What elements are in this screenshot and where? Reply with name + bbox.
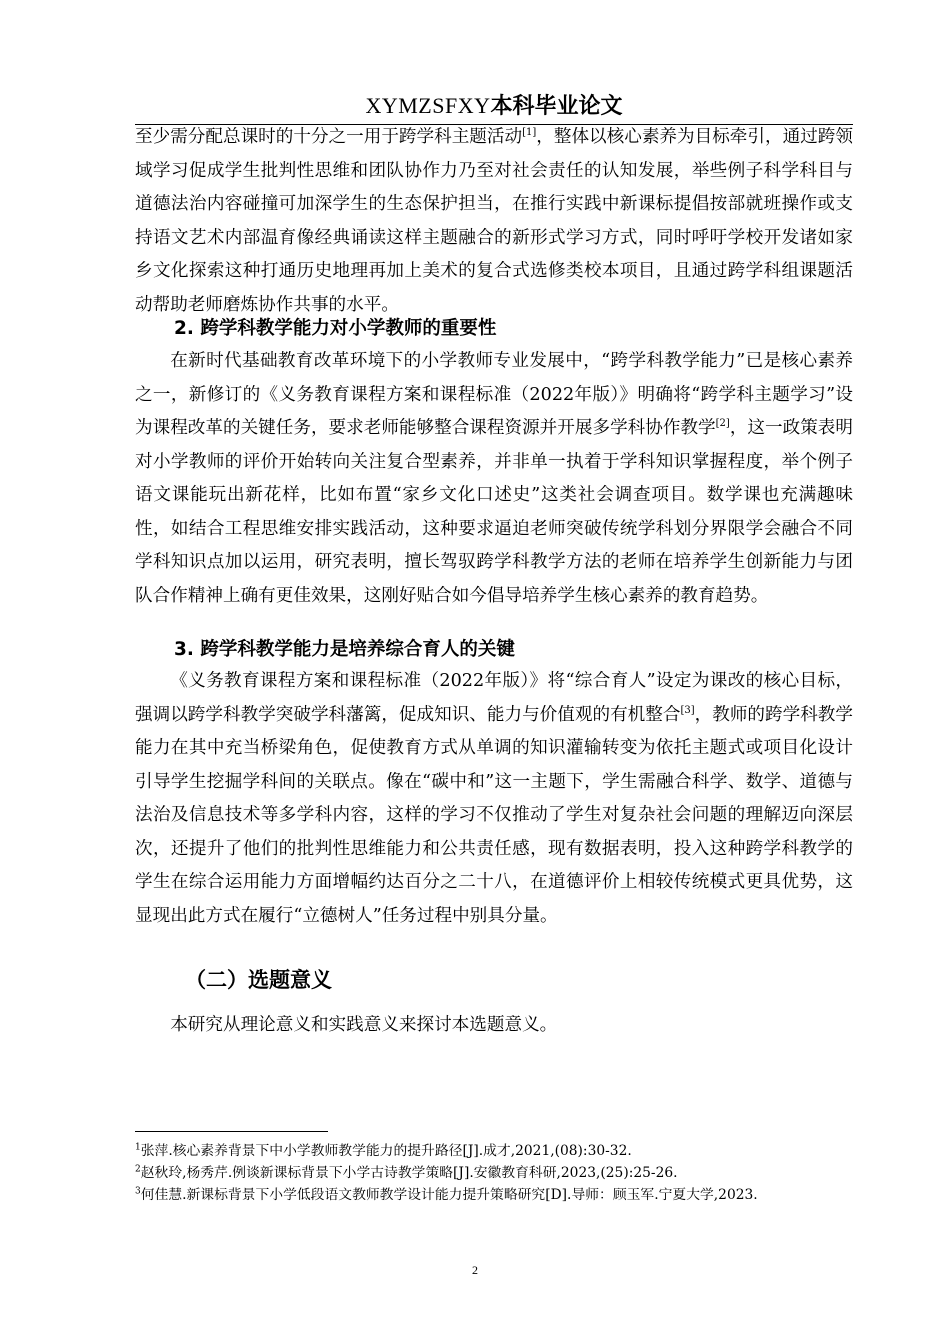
running-header [135,92,853,120]
paragraph-text: ，这一政策表明对小学教师的评价开始转向关注复合型素养，并非单一执着于学科知识掌握程度，举个例子语文课能玩出新花样，比如布置“家乡文化口述史”这类社会调查项目。数学课也充满趣味性，如结合工程思维安排实践活动，这种要求逼迫老师突破传统学科划分界限学会融合不同学科知识点加以运用，研究表明，擅长驾驭跨学科教学方法的老师在培养学生创新能力与团队合作精神上确有更佳效果，这刚好贴合如今倡导培养学生核心素养的教育趋势。 [135,418,853,606]
paragraph-text: ，整体以核心素养为目标牵引，通过跨领域学习促成学生批判性思维和团队协作力乃至对社会责任的认知发展，举些例子科学科目与道德法治内容碰撞可加深学生的生态保护担当，在推行实践中新课标提倡按部就班操作或支持语文艺术内部温育像经典诵读这样主题融合的新形式学习方式，同时呼吁学校开发诸如家乡文化探索这种打通历史地理再加上美术的复合式选修类校本项目，且通过跨学科组课题活动帮助老师磨炼协作共事的水平。 [135,127,853,315]
footnote-mark: 3 [135,1186,141,1197]
footnotes [135,1142,853,1208]
header-title: 本科毕业论文 [490,93,623,119]
citation-ref-3[interactable]: [3] [680,704,695,716]
footnote-1 [135,1142,853,1161]
page-number: 2 [472,1263,478,1277]
header-code: XYMZSFXY [365,93,491,118]
paragraph-3 [135,665,853,933]
citation-ref-1[interactable]: [1] [522,127,537,139]
footnote-text: 何佳慧.新课标背景下小学低段语文教师教学设计能力提升策略研究[D].导师：顾玉军.宁夏大学,2023. [140,1187,758,1203]
section-heading-3: 3. 跨学科教学能力是培养综合育人的关键 [174,639,515,660]
citation-ref-2[interactable]: [2] [715,418,730,430]
paragraph-text: 《义务教育课程方案和课程标准（2022年版）》将“综合育人”设定为课改的核心目标，强调以跨学科教学突破学科藩篱，促成知识、能力与价值观的有机整合 [135,671,853,725]
paragraph-2 [135,345,853,613]
footnote-3 [135,1186,853,1205]
paragraph-text: 至少需分配总课时的十分之一用于跨学科主题活动 [135,127,523,147]
paragraph-4: 本研究从理论意义和实践意义来探讨本选题意义。 [170,1015,558,1035]
paragraph-text: ，教师的跨学科教学能力在其中充当桥梁角色，促使教育方式从单调的知识灌输转变为依托主题式或项目化设计引导学生挖掘学科间的关联点。像在“碳中和”这一主题下，学生需融合科学、数学、道德与法治及信息技术等多学科内容，这样的学习不仅推动了学生对复杂社会问题的理解迈向深层次，还提升了他们的批判性思维能力和公共责任感，现有数据表明，投入这种跨学科教学的学生在综合运用能力方面增幅约达百分之二十八，在道德评价上相较传统模式更具优势，这显现出此方式在履行“立德树人”任务过程中别具分量。 [135,704,853,926]
footnote-mark: 1 [135,1142,141,1153]
footnote-2 [135,1164,853,1183]
section-heading-2: 2. 跨学科教学能力对小学教师的重要性 [174,318,497,339]
paragraph-continued [135,121,853,322]
subsection-heading: （二）选题意义 [185,968,332,992]
footnote-text: 张萍.核心素养背景下中小学教师教学能力的提升路径[J].成才,2021,(08):30-32. [140,1143,632,1159]
paragraph-text: 在新时代基础教育改革环境下的小学教师专业发展中，“跨学科教学能力”已是核心素养之一，新修订的《义务教育课程方案和课程标准（2022年版）》明确将“跨学科主题学习”设为课程改革的关键任务，要求老师能够整合课程资源并开展多学科协作教学 [135,351,853,438]
footnote-mark: 2 [135,1164,141,1175]
footnote-text: 赵秋玲,杨秀芹.例谈新课标背景下小学古诗教学策略[J].安徽教育科研,2023,(25):25-26. [140,1165,678,1181]
footnote-divider [135,1131,328,1132]
